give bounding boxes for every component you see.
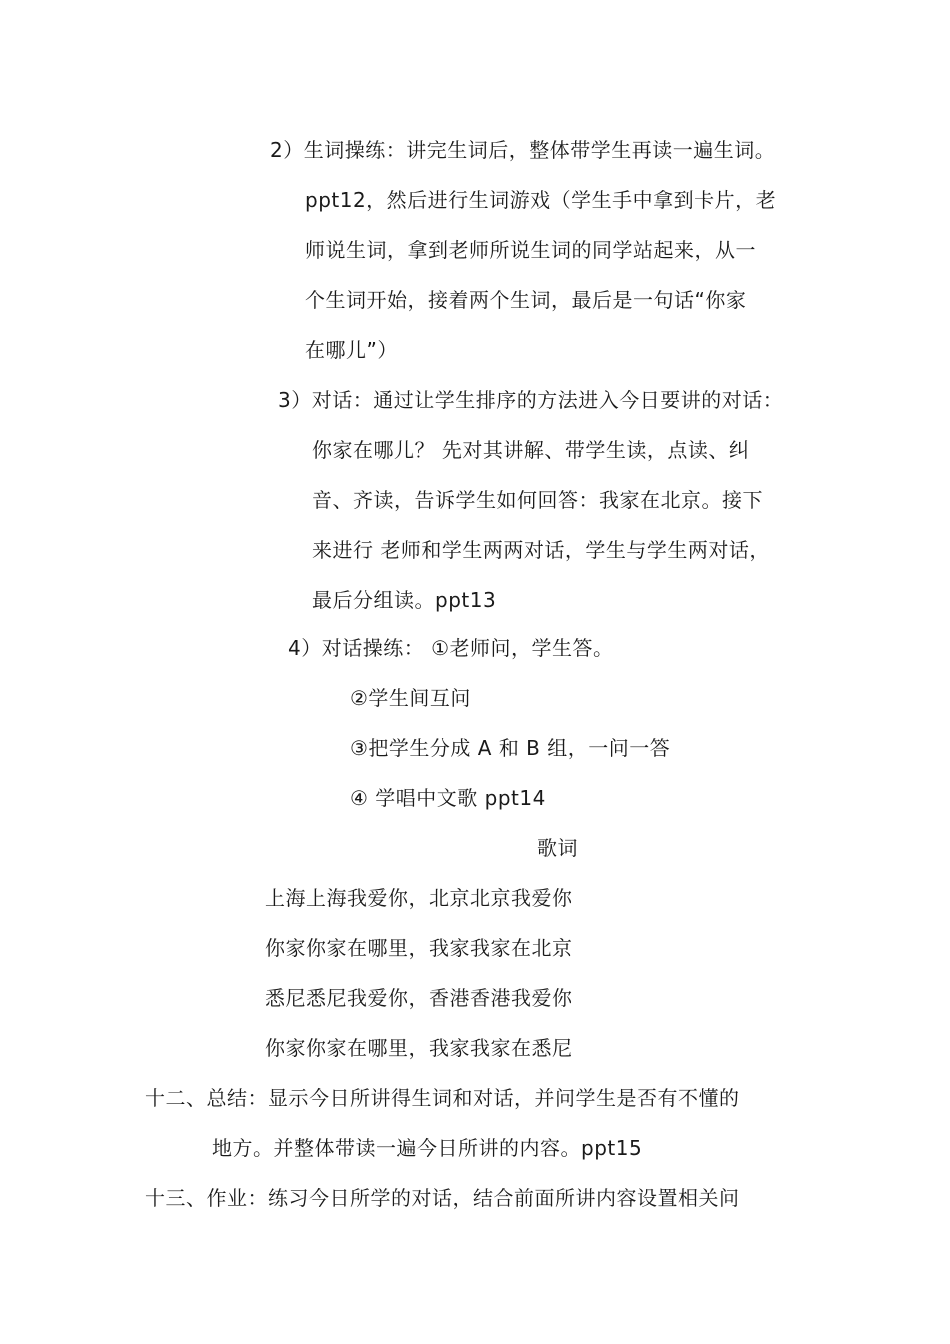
text-line: 地方。并整体带读一遍今日所讲的内容。ppt15 — [212, 1136, 643, 1160]
text-line-dialogue-practice: 4）对话操练： ①老师问，学生答。 — [288, 636, 614, 660]
text-line: 你家在哪儿？ 先对其讲解、带学生读，点读、纠 — [312, 438, 750, 462]
section-summary: 十二、总结：显示今日所讲得生词和对话，并问学生是否有不懂的 — [145, 1086, 740, 1110]
text-line: 在哪儿”） — [305, 338, 398, 362]
text-line: 个生词开始，接着两个生词，最后是一句话“你家 — [305, 288, 747, 312]
text-line: 最后分组读。ppt13 — [312, 588, 497, 612]
lyrics-line: 上海上海我爱你，北京北京我爱你 — [265, 886, 573, 910]
text-line: 师说生词，拿到老师所说生词的同学站起来，从一 — [305, 238, 756, 262]
section-homework: 十三、作业：练习今日所学的对话，结合前面所讲内容设置相关问 — [145, 1186, 740, 1210]
list-item: ④ 学唱中文歌 ppt14 — [350, 786, 546, 810]
text-line: 来进行 老师和学生两两对话，学生与学生两对话， — [312, 538, 770, 562]
lyrics-heading: 歌词 — [537, 836, 578, 860]
lyrics-line: 悉尼悉尼我爱你，香港香港我爱你 — [265, 986, 573, 1010]
list-item: ③把学生分成 A 和 B 组，一问一答 — [350, 736, 671, 760]
lyrics-line: 你家你家在哪里，我家我家在北京 — [265, 936, 573, 960]
list-item: ②学生间互问 — [350, 686, 471, 710]
text-line: 音、齐读，告诉学生如何回答：我家在北京。接下 — [312, 488, 763, 512]
lyrics-line: 你家你家在哪里，我家我家在悉尼 — [265, 1036, 573, 1060]
text-line-dialogue: 3）对话：通过让学生排序的方法进入今日要讲的对话： — [278, 388, 784, 412]
text-line: ppt12，然后进行生词游戏（学生手中拿到卡片，老 — [305, 188, 777, 212]
text-line-vocab-practice: 2）生词操练：讲完生词后，整体带学生再读一遍生词。 — [270, 138, 776, 162]
